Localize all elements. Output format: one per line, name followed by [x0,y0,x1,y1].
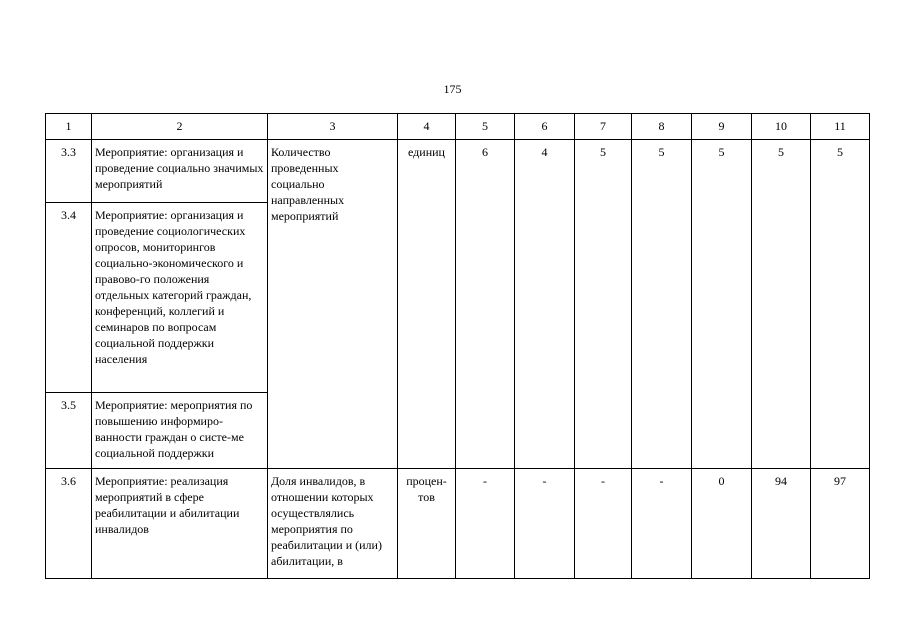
table-row [46,469,870,579]
value-cell: - [632,469,692,579]
header-cell: 9 [692,114,752,140]
header-cell: 10 [752,114,811,140]
value-cell: - [515,469,575,579]
row-number: 3.5 [46,393,92,469]
value-cell: 5 [632,140,692,469]
header-cell: 1 [46,114,92,140]
value-cell: - [456,469,515,579]
header-cell: 6 [515,114,575,140]
value-cell: 5 [752,140,811,469]
header-row [46,114,870,140]
header-cell: 8 [632,114,692,140]
value-cell: 5 [575,140,632,469]
indicator-cell: Доля инвалидов, в отношении которых осуществлялись мероприятия по реабилитации и (или) абилитации, в [268,469,398,579]
row-number: 3.3 [46,140,92,203]
value-cell: 5 [692,140,752,469]
header-cell: 11 [811,114,870,140]
event-cell: Мероприятие: реализация мероприятий в сфере реабилитации и абилитации инвалидов [92,469,268,579]
indicator-cell: Количество проведенных социально направленных мероприятий [268,140,398,469]
indicators-table [45,113,870,579]
value-cell: 5 [811,140,870,469]
event-cell: Мероприятие: организация и проведение социально значимых мероприятий [92,140,268,203]
value-cell: - [575,469,632,579]
value-cell: 4 [515,140,575,469]
value-cell: 0 [692,469,752,579]
table-row [46,140,870,203]
value-cell: 94 [752,469,811,579]
event-cell: Мероприятие: мероприятия по повышению информиро-ванности граждан о систе-ме социальной поддержки [92,393,268,469]
row-number: 3.4 [46,203,92,393]
header-cell: 2 [92,114,268,140]
row-number: 3.6 [46,469,92,579]
header-cell: 4 [398,114,456,140]
event-cell: Мероприятие: организация и проведение социологических опросов, мониторингов социально-экономического и правово-го положения отдельных категорий граждан, конференций, коллегий и семинаров по вопросам социальной поддержки населения [92,203,268,393]
value-cell: 6 [456,140,515,469]
unit-cell: процен-тов [398,469,456,579]
header-cell: 5 [456,114,515,140]
header-cell: 3 [268,114,398,140]
page-number: 175 [443,82,462,96]
value-cell: 97 [811,469,870,579]
header-cell: 7 [575,114,632,140]
unit-cell: единиц [398,140,456,469]
